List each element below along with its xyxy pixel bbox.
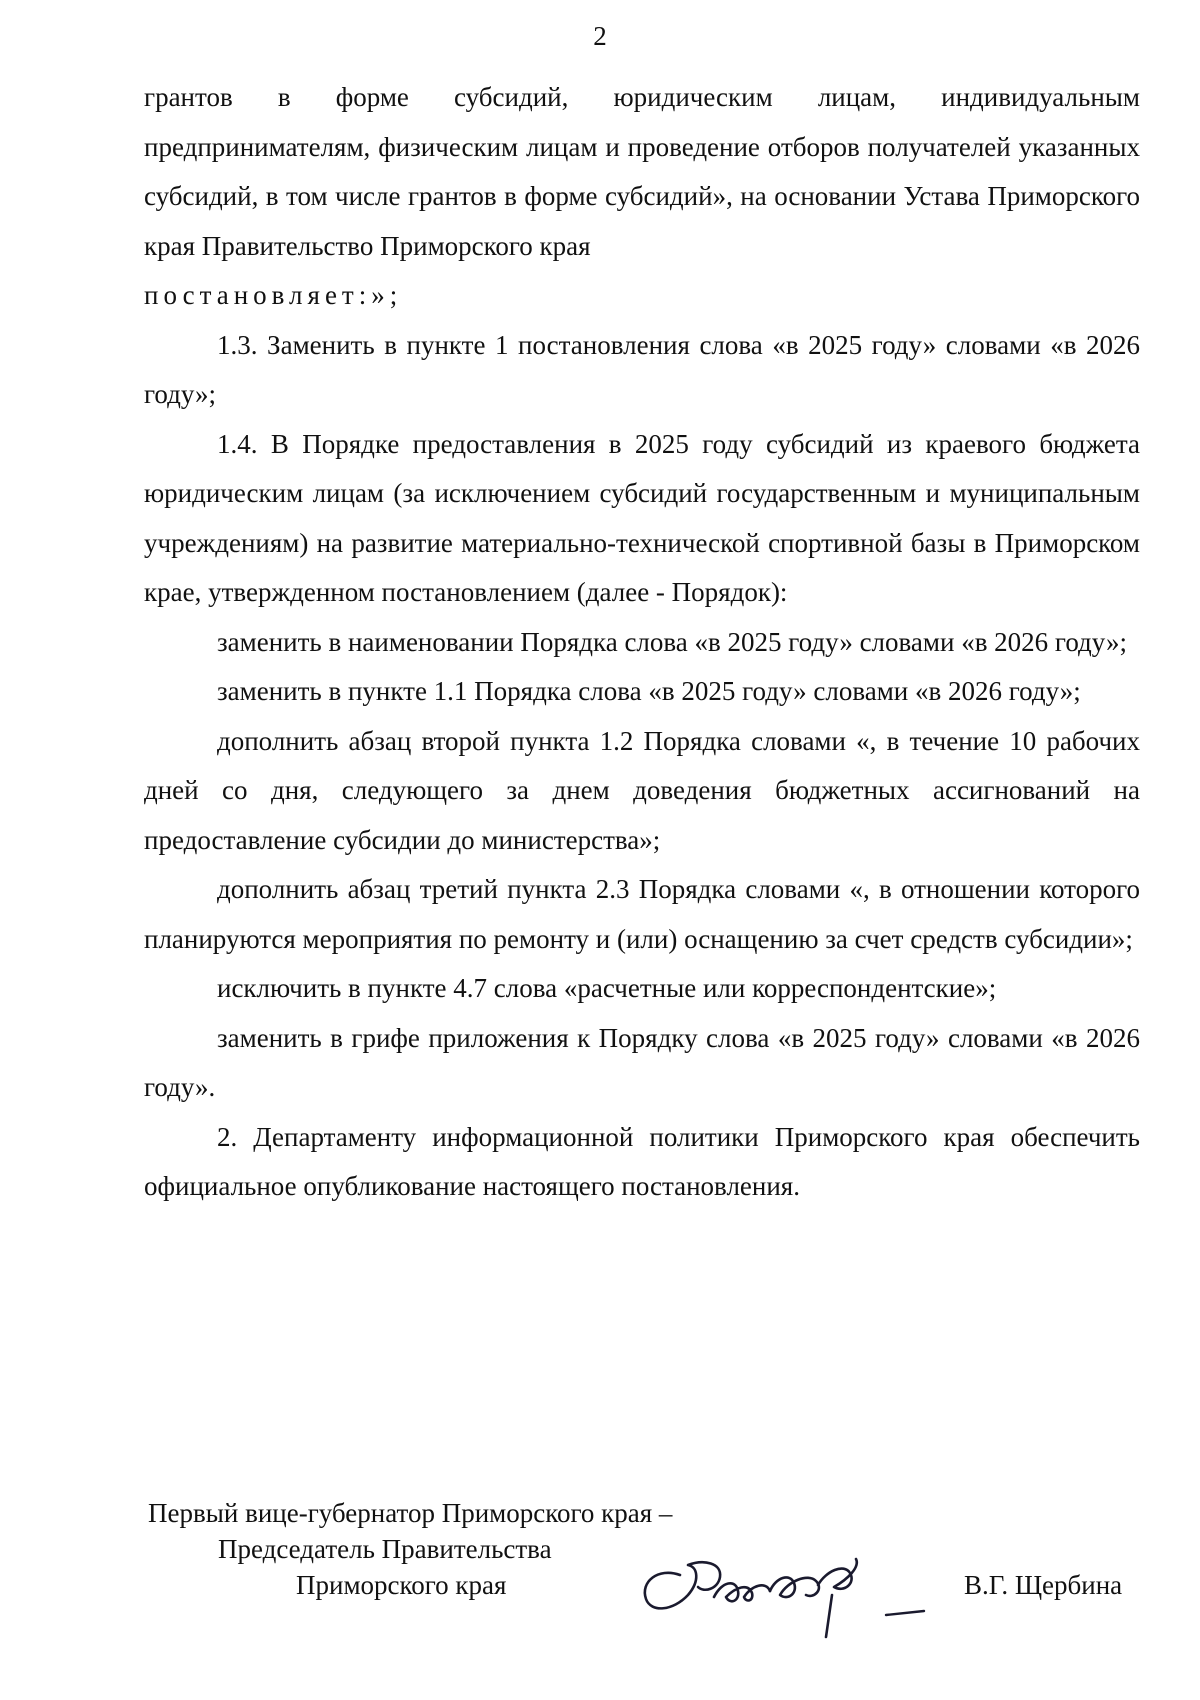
paragraph-item-2: 2. Департаменту информационной политики Приморского края обеспечить официальное опубликование настоящего постановления. xyxy=(144,1121,1140,1201)
paragraph-amend-item-2-3: дополнить абзац третий пункта 2.3 Порядка словами «, в отношении которого планируются мероприятия по ремонту и (или) оснащению за счет средств субсидии»; xyxy=(144,874,1140,954)
signatory-position-line-1: Первый вице-губернатор Приморского края – xyxy=(148,1498,673,1528)
signatory-name: В.Г. Щербина xyxy=(964,1570,1123,1600)
paragraph-amend-appendix: заменить в грифе приложения к Порядку слова «в 2025 году» словами «в 2026 году». xyxy=(144,1022,1140,1102)
paragraph-amend-item-1-2: дополнить абзац второй пункта 1.2 Порядка словами «, в течение 10 рабочих дней со дня, следующего за днем доведения бюджетных ассигнований на предоставление субсидии до министерства»; xyxy=(144,725,1140,855)
paragraph-amend-item-1-1: заменить в пункте 1.1 Порядка слова «в 2025 году» словами «в 2026 году»; xyxy=(217,676,1081,706)
paragraph-grants-continuation: грантов в форме субсидий, юридическим лицам, индивидуальным предпринимателям, физическим лицам и проведение отборов получателей указанных субсидий, в том числе грантов в форме субсидий», на основании Устава Приморского края Правительство Приморского края xyxy=(144,82,1140,261)
paragraph-decrees: постановляет:»; xyxy=(144,280,403,310)
paragraph-amend-item-4-7: исключить в пункте 4.7 слова «расчетные или корреспондентские»; xyxy=(217,973,997,1003)
signatory-position-line-3: Приморского края xyxy=(296,1570,507,1600)
paragraph-amend-title: заменить в наименовании Порядка слова «в 2025 году» словами «в 2026 году»; xyxy=(217,626,1127,657)
signature-block xyxy=(148,1497,1148,1657)
paragraph-item-1-4: 1.4. В Порядке предоставления в 2025 году субсидий из краевого бюджета юридическим лицам (за исключением субсидий государственным и муниципальным учреждениям) на развитие материально-технической спортивной базы в Приморском крае, утвержденном постановлением (далее - Порядок): xyxy=(144,428,1140,607)
handwritten-signature xyxy=(618,1537,958,1647)
signatory-position-line-2: Председатель Правительства xyxy=(218,1534,552,1564)
document-body xyxy=(144,73,1140,1212)
page-number: 2 xyxy=(593,21,607,51)
paragraph-item-1-3: 1.3. Заменить в пункте 1 постановления слова «в 2025 году» словами «в 2026 году»; xyxy=(144,329,1140,409)
